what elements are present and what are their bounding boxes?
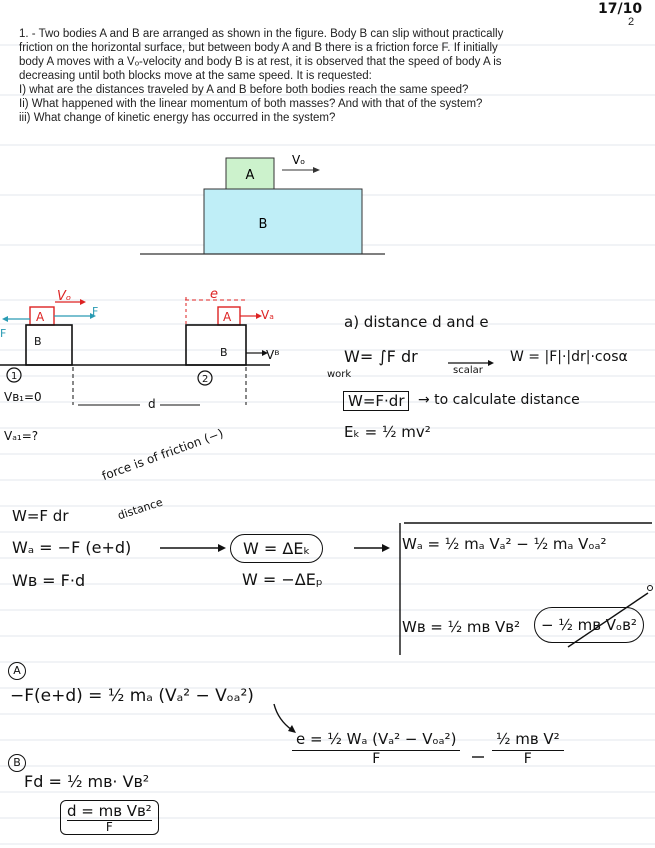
d-label: d (148, 397, 156, 411)
d-result-box (60, 800, 159, 835)
problem-line: friction on the horizontal surface, but between body A and B there is a friction force F. If initially (19, 42, 498, 54)
wa-equation: Wₐ = −F (e+d) (12, 538, 132, 557)
minus-sign (470, 754, 486, 760)
e-result (292, 730, 460, 767)
work-boxed: W=F·dr (343, 391, 409, 411)
cross-out-line (560, 585, 655, 655)
vo-label: Vₒ (57, 289, 72, 304)
d-result-den: F (105, 820, 113, 834)
block-a-label: A (245, 168, 255, 183)
w-delta-ek: W = ΔEₖ (230, 534, 323, 563)
date-label: 17/10 (598, 1, 643, 17)
w-fdr: W=F dr (12, 507, 69, 525)
vb1-label: Vʙ₁=0 (4, 390, 42, 404)
velocity-label: Vₒ (292, 153, 306, 167)
wb-equation: Wʙ = F·d (12, 571, 86, 590)
case-a-equation: −F(e+d) = ½ mₐ (Vₐ² − Vₒₐ²) (10, 686, 254, 706)
problem-line: 1. - Two bodies A and B are arranged as shown in the figure. Body B can slip without practically (19, 28, 504, 40)
f-arrow-label: F (92, 305, 99, 318)
block-b-label: B (258, 217, 268, 232)
right-arrow-1 (158, 542, 228, 554)
problem-line: body A moves with a Vₒ-velocity and body B is at rest, it is observed that the speed of body A is (19, 56, 502, 68)
svg-text:A: A (36, 310, 45, 324)
force-note: force is of friction (−) (100, 426, 226, 484)
part-a-heading: a) distance d and e (344, 313, 489, 331)
wb-kinetic-crossed: − ½ mʙ Vₒʙ² (534, 607, 644, 643)
vb-label: Vᴮ (266, 348, 280, 362)
state2-label: 2 (202, 374, 209, 385)
block-b (204, 189, 362, 254)
motion-sketch (0, 285, 300, 450)
state1-label: 1 (11, 371, 18, 382)
case-b-equation: Fd = ½ mʙ· Vʙ² (24, 772, 150, 791)
right-arrow-2 (352, 542, 392, 554)
d-result-num: d = mʙ Vʙ² (67, 802, 152, 820)
svg-text:B: B (220, 346, 228, 359)
sketch-block-b1 (26, 325, 72, 365)
e-result-den2: F (523, 751, 532, 767)
ek-formula: Eₖ = ½ mv² (344, 423, 431, 441)
wa-kinetic: Wₐ = ½ mₐ Vₐ² − ½ mₐ Vₒₐ² (402, 535, 607, 553)
page-number: 2 (628, 16, 635, 28)
wb-kinetic: Wʙ = ½ mʙ Vʙ² (402, 618, 520, 636)
work-label: work (327, 369, 352, 380)
scalar-label: scalar (453, 365, 483, 376)
to-calculate: → to calculate distance (418, 392, 580, 408)
va1-label: Vₐ₁=? (4, 429, 39, 443)
work-magnitude: W = |F|·|dr|·cosα (510, 349, 628, 365)
distance-note: distance (116, 495, 165, 523)
work-integral: W= ∫F dr (344, 347, 418, 366)
va-label: Vₐ (261, 308, 274, 322)
e-result-num: e = ½ Wₐ (Vₐ² − Vₒₐ²) (292, 730, 460, 751)
e-result-den: F (372, 751, 381, 767)
problem-line: decreasing until both blocks move at the same speed. It is requested: (19, 70, 372, 82)
svg-text:A: A (223, 310, 232, 324)
e-label: e (210, 287, 218, 302)
w-delta-ep: W = −ΔEₚ (242, 570, 323, 589)
problem-line: I) what are the distances traveled by A and B before both bodies reach the same speed? (19, 84, 469, 96)
case-b-marker: B (8, 754, 26, 772)
problem-figure (130, 150, 390, 265)
sketch-block-b2 (186, 325, 246, 365)
f-left-label: F (0, 327, 7, 340)
case-a-marker: A (8, 662, 26, 680)
velocity-arrowhead (313, 167, 320, 173)
e-result-num2: ½ mʙ V² (492, 730, 564, 751)
problem-statement (19, 27, 599, 125)
svg-text:B: B (34, 335, 42, 348)
e-result-term2 (492, 730, 564, 767)
problem-line: iii) What change of kinetic energy has occurred in the system? (19, 112, 336, 124)
problem-line: Ii) What happened with the linear momentum of both masses? And with that of the system? (19, 98, 483, 110)
